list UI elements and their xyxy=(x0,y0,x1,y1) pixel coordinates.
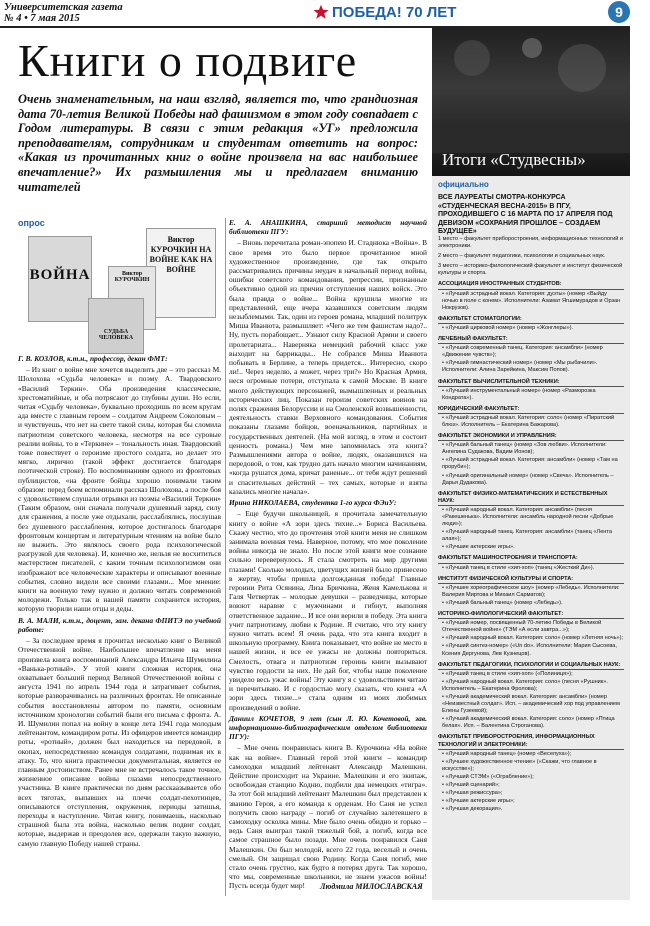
award-item: • «Лучший эстрадный вокал. Категория: дуэты» (номер «Выйду ночью в поле с конем». Исполнители: Азамат Ягшимурадов и Орзан Нокрузов). xyxy=(442,290,621,311)
award-item: • «Лучшие актерские игры»; xyxy=(442,798,515,805)
award-item: • «Лучшая режиссура»; xyxy=(442,790,503,797)
award-item: • «Лучший СТЭМ» («Ограбление»); xyxy=(442,773,534,780)
award-item: • «Лучший бальный танец» (номер «Лебедь»). xyxy=(442,599,563,606)
respondent-name: В. А. МАЛИ, к.т.н., доцент, зам. декана ФПИТЭ по учебной работе: xyxy=(18,615,221,634)
respondent-name: Ирина НИКОЛАЕВА, студентка 1-го курса ФЭиУ: xyxy=(229,498,397,508)
faculty-heading: ЮРИДИЧЕСКИЙ ФАКУЛЬТЕТ: xyxy=(438,406,624,414)
faculty-heading: ФАКУЛЬТЕТ ПРИБОРОСТРОЕНИЯ, ИНФОРМАЦИОННЫХ ТЕХНОЛОГИЙ И ЭЛЕКТРОНИКИ: xyxy=(438,734,624,749)
article-lead: Очень знаменательным, на наш взгляд, является то, что грандиозная дата 70-летия Великой Победы над фашизмом в этом году совпадает с Годом литературы. В связи с этим редакция «УГ» предложила преподавателям, сотрудникам и студентам ответить на вопрос: «Какая из прочитанных книг о войне произвела на вас наибольшее впечатление?» Их размышления мы и предлагаем вниманию читателей xyxy=(18,92,418,194)
book-title: Виктор КУРОЧКИН НА ВОЙНЕ КАК НА ВОЙНЕ xyxy=(149,235,213,274)
page-header xyxy=(0,0,650,26)
book-cover-war xyxy=(28,236,92,322)
place-item: 3 место – историко-филологический факультет и институт физической культуры и спорта. xyxy=(438,263,623,277)
faculty-heading: ИНСТИТУТ ФИЗИЧЕСКОЙ КУЛЬТУРЫ И СПОРТА: xyxy=(438,576,624,584)
award-item: • «Лучший академический вокал. Категория: ансамбли» (номер «Неизвестный солдат». Исп. – академический хор под управлением Елены Гузеевой); xyxy=(442,693,620,715)
respondent-name: Г. В. КОЗЛОВ, к.т.н., профессор, декан ФМТ: xyxy=(18,354,168,363)
newspaper-name: Университетская газета xyxy=(4,2,123,13)
respondent-answer: – Вновь перечитала роман-эпопею И. Стаднюка «Война». В свое время это было первое прочитанное мной художественное произведение, где так открыто рассматривались причины неудач в начальный период войны, ошибки советского командования, репрессии, признанные объективно одной из причин отступления наших войск. Это была правда о войне... Война крушила многие из представлений, еще вчера казавшихся советским людям незыблемыми. Так, один из героев романа, младший политрук Миша Иванюта, размышляет: «Чего же тем фашистам надо?.. Ну, пусть порабощает... Узнают силу Красной Армии и своего пролетариата... Наверняка немецкий рабочий класс уже выходит на баррикады... Не собрался Миша Иванюта побывать в Берлине, а теперь придется... Интересно, скоро ли!.. Через неделю, а может, через три?» Но Красная Армия, неся огромные потери, отступала к самой Москве. В книге много действующих персонажей, вымышленных и реальных исторических лиц. Показан героизм советских воинов на полях сражения Белоруссии и на Смоленской возвышенности, деятельность ставки Верховного командования. События показаны глазами бойцов, военачальников, партийных и государственных деятелей. (На мой взгляд, в этом и состоит ценность романа.) Чем мне запомнилась эта книга? Размышлениями автора о войне, людях, оказавшихся на передовой, о том, как трудно дать начало многим начинаниям, «когда рушатся дома, кричат раненые... от тебя ждут решений и спасительных действий – тех самых, которые и взяты казались многие начала». xyxy=(229,238,427,496)
faculty-heading: ЛЕЧЕБНЫЙ ФАКУЛЬТЕТ: xyxy=(438,336,624,344)
award-item: • «Лучший эстрадный вокал. Категория: соло» (номер «Пиратский блюз». Исполнитель – Екатерина Бажарова). xyxy=(442,414,615,428)
laureates-list xyxy=(438,236,624,926)
faculty-heading: ФАКУЛЬТЕТ СТОМАТОЛОГИИ: xyxy=(438,316,624,324)
victory-banner-text: ПОБЕДА! 70 ЛЕТ xyxy=(332,3,457,21)
respondent-name: Е. А. АНАШКИНА, старший методист научной библиотеки ПГУ: xyxy=(229,218,427,237)
sidebar-rubric: официально xyxy=(438,180,489,189)
book-cover-fate-of-man xyxy=(88,298,144,354)
faculty-heading: ФАКУЛЬТЕТ ПЕДАГОГИКИ, ПСИХОЛОГИИ И СОЦИАЛЬНЫХ НАУК: xyxy=(438,662,624,670)
author-signature: Людмила МИЛОСЛАВСКАЯ xyxy=(320,882,423,891)
column-divider xyxy=(225,218,226,896)
award-item: • «Лучшее хореографическое шоу» (номер «Лебедь». Исполнители: Валерия Миртова и Михаил Сарматов); xyxy=(442,584,620,598)
award-item: • «Лучший народный танец» (номер «Веселуха»); xyxy=(442,750,572,757)
book-cover-kurochkin-large xyxy=(146,228,216,318)
place-item: 2 место – факультет педагогики, психологии и социальных наук. xyxy=(438,253,606,260)
award-item: • «Лучшая декорация». xyxy=(442,806,503,813)
award-item: • «Лучший эстрадный вокал. Категория: ансамбли» (номер «Там на проруби»); xyxy=(442,457,618,471)
book-title: СУДЬБА ЧЕЛОВЕКА xyxy=(98,329,134,341)
award-item: • «Лучший танец в стиле «хип-хоп» («Полиниця»); xyxy=(442,670,573,677)
faculty-heading: ФАКУЛЬТЕТ ВЫЧИСЛИТЕЛЬНОЙ ТЕХНИКИ: xyxy=(438,379,624,387)
award-item: • «Лучший академический вокал. Категория: соло» (номер «Птица белая». Исп. – Валентина Строганова). xyxy=(442,716,615,730)
book-title: ВОЙНА xyxy=(29,267,91,283)
faculty-heading: ИСТОРИКО-ФИЛОЛОГИЧЕСКИЙ ФАКУЛЬТЕТ: xyxy=(438,611,624,619)
place-item: 1 место – факультет приборостроения, информационных технологий и электроники. xyxy=(438,236,624,250)
article-title: Книги о подвиге xyxy=(18,35,358,86)
concert-photo xyxy=(432,28,630,176)
respondent-answer: – Мне очень понравилась книга В. Курочкина «На войне как на войне». Главный герой этой книги – командир самоходки младший лейтенант Александр Малешкин. Действие происходит на Украине. Малешкин и его экипаж, освобождая станцию Кодню, подбили два немецких «тигра». За этот бой младший лейтенант Малешкин был представлен к званию Героя, а его команда к орденам. Но Саня не успел получить свою награду – погиб от случайно залетевшего в самоходку осколка мины. Мне было очень обидно и горько – ведь Саня выиграл такой тяжелый бой, а погиб, когда все самое страшное было позади. Мне очень понравился Саня Малешкин. Он был молодой, всего 22 года, веселый и очень смелый. Он защищал свою Родину. Когда Саня погиб, мне стало очень грустно, как будто я потерял друга. Так хорошо, что мы, современные школьники, не знаем ужасов войны! Пусть всегда будет мир! xyxy=(229,743,427,891)
award-item: • «Лучший цирковой номер» (номер «Жонглеры»). xyxy=(442,324,574,331)
award-item: • «Лучший синтез-номер» («Un do». Исполнители: Мария Сысоева, Ксения Дергунова, Лев Кузнецов). xyxy=(442,643,617,657)
respondent-name: Даниил КОЧЕТОВ, 9 лет (сын Л. Ю. Кочетовой, зав. информационно-библиографическим отделом библиотеки ПГУ): xyxy=(229,713,427,742)
award-item: • «Лучшие актерские игры». xyxy=(442,544,515,551)
respondent-answer: – За последнее время я прочитал несколько книг о Великой Отечественной войне. Наибольшее впечатление на меня произвела книга воспоминаний Александра Ильича Шумилина «Ванька-ротный». У этой книги сложная история, она охватывает больший период Великой Отечественной войны с августа 1941 по апрель 1944 года и затрагивает события, которые разворачивались на различных фронтах. Не описанные события восстановлены автором по памяти, основным источником хронологии событий были его письма с фронта. А. И. Шумилин попал на войну в конце лета 1941 года молодым лейтенантом, командиром роты. Из офицеров имеется командир роты, «ротный», должен был находиться на передовой, в окопах, непосредственно командуя солдатами, поднимая их в атаку. То, что книга практически документальная, является ее главным достоинством. Ранее мне не встречалось такое точное, жизненное описание войны глазами непосредственного участника. В книге практически по дням расскаазывается обо всех тяготах, выпавших на плечи солдат-пехотинцев, описываются отступления, окружения, периоды затишья, переходы в наступление. Читая книгу, понимаешь, насколько страшной была эта война, насколько велик подвиг солдат, которые, выдержав и преодолев все, одержали такую важную, самую главную Победу нашей страны. xyxy=(18,636,221,848)
faculty-heading: ФАКУЛЬТЕТ ЭКОНОМИКИ И УПРАВЛЕНИЯ: xyxy=(438,433,624,441)
issue-number: № 4 • 7 мая 2015 xyxy=(4,13,80,24)
victory-banner xyxy=(313,2,456,22)
award-item: • «Лучший танец в стиле «хип-хоп» (танец «Жесткий Ди»). xyxy=(442,564,595,571)
award-item: • «Лучший народный вокал. Категория: соло» (номер «Летняя ночь»); xyxy=(442,635,624,642)
award-item: • «Лучший народный танец. Категория: ансамбли» (танец «Лента алая»); xyxy=(442,529,613,543)
rubric-label: опрос xyxy=(18,218,45,228)
award-item: • «Лучший инструментальный номер» (номер «Разморозка Кондрата»). xyxy=(442,387,596,401)
award-item: • «Лучшее художественное чтение» («Скажи, что главное в искусстве»); xyxy=(442,758,597,772)
photo-caption: Итоги «Студвесны» xyxy=(442,150,586,169)
award-item: • «Лучший номер, посвященный 70-летию Победы в Великой Отечественной войне» (ТЭМ «А если завтра...»); xyxy=(442,620,602,634)
book-title: Виктор КУРОЧКИН xyxy=(114,271,150,283)
sidebar-headline: ВСЕ ЛАУРЕАТЫ СМОТРА-КОНКУРСА «СТУДЕНЧЕСКАЯ ВЕСНА-2015» В ПГУ, ПРОХОДИВШЕГО С 16 МАРТА ПО 17 АПРЕЛЯ ПОД ДЕВИЗОМ «СОХРАНИЯ ПРОШЛОЕ – СОЗДАЕМ БУДУЩЕЕ» xyxy=(438,194,613,236)
faculty-heading: ФАКУЛЬТЕТ МАШИНОСТРОЕНИЯ И ТРАНСПОРТА: xyxy=(438,555,624,563)
faculty-heading: ФАКУЛЬТЕТ ФИЗИКО-МАТЕМАТИЧЕСКИХ И ЕСТЕСТВЕННЫХ НАУК: xyxy=(438,491,624,506)
award-item: • «Лучший современный танец. Категория: ансамбли» (номер «Движение чувств»); xyxy=(442,345,603,359)
book-covers xyxy=(18,228,223,352)
faculty-heading: АССОЦИАЦИЯ ИНОСТРАННЫХ СТУДЕНТОВ: xyxy=(438,281,624,289)
award-item: • «Лучший оригинальный номер» (номер «Свеча». Исполнитель – Дарья Дудакова). xyxy=(442,472,614,486)
respondent-answer: – Еще будучи школьницей, я прочитала замечательную книгу о войне «А зори здесь тихие...» Бориса Васильева. Скажу честно, что до прочтения этой книги меня не слишком занимала военная тема. Наверное, потому, что мое поколение войны никогда не знало. Но после этой книги мое сознание сильно перевернулось. Я стала смотреть на мир другими глазами! Сколько молодых, цветущих жизней было принесено в жертву, чтобы пришла долгожданная победа! Главные героини Рита Осянина, Лиза Бричкина, Женя Камелькова и Галя Четвертак – молодые девушки – разведчицы, которые воюют наравне с мужчинами и гибнут, выполняя ответственное задание... И все они верили в победу. Эта книга учит патриотизму, любви к Родине. Я считаю, что эту книгу нужно читать всем! Я очень рада, что эта книга входит в школьную программу. Книга показывает, что войне не место в нашей жизни, и все ее ужасы не должны повториться. Смелость, отвага и патриотизм героинь книги вызывают чувство гордости за них. Не дай бог, чтобы наше поколение увидело весь ужас войны! Эту книгу я с удовольствием читаю и перечитываю. И с гордостью могу сказать, что книга «А зори здесь тихие...» стала одним из моих любимых произведений о войне. xyxy=(229,509,427,712)
page-number: 9 xyxy=(608,1,630,23)
respondent-answer: – Из книг о войне мне хочется выделить две – это рассказ М. Шолохова «Судьба человека» и поэму А. Твардовского «Василий Теркин». Оба произведения классические, хрестоматийные, и оба потрясают до глубины души. Но если, читая «Судьбу человека», буквально проходишь по всем кругам ада вместе с главным героем – солдатом Андреем Соколовым – и чувствуешь, что нет на свете такой силы, которая бы сломила патриотизм советского человека, несмотря на все суровые реалии войны, то в «Теркине» – тональность иная. Твардовский тоже повествует о героизме простого солдата, но делает это мягко, лирично (такой эффект достигается благодаря поэтической строке). По воспоминаниям одного из фронтовых публицистов, «на фронте бойцы хорошо понимали таким образом: перед боем вспоминали рассказ Шолохова, а после боя с удовольствием слушали отрывки из поэмы «Василий Теркин» (Таким образом, они сначала получали душевный заряд, силу для сражения, а после уже отдыхали, расслаблялись, послушав без душевного расслабления, которое достигалось благодаря фронтовым концертам и литературным чтениям на войне было не выжить. Это являлось своего рода психологической разгрузкой для человека). И, конечно же, нельзя не восхититься мастерством писателей, с каким точным психологизмом они изображают все человеческие характеры и описывают военные события, словно видели все своими глазами... Мое мнение: книги на военную тему нужно и должно читать современной молодежи. Только так в нашей памяти сохранится история, которую творили наши отцы и деды. xyxy=(18,365,221,614)
award-item: • «Лучший гимнастический номер» (номер «Мы рыбачили». Исполнители: Алина Зарейкина, Максим Попов). xyxy=(442,360,598,374)
award-item: • «Лучший сценарий»; xyxy=(442,782,500,788)
star-icon xyxy=(313,4,329,20)
article-column-1 xyxy=(18,354,221,894)
award-item: • «Лучший народный вокал. Категория: соло» (песня «Рушник». Исполнитель – Екатерина Фролова); xyxy=(442,678,608,692)
sidebar-results xyxy=(432,28,630,900)
faculty-list xyxy=(438,281,624,813)
award-item: • «Лучший народный вокал. Категория: ансамбли» (песня «Ракешенька». Исполнители: ансамбль народной песни «Добрые люди»); xyxy=(442,506,614,528)
award-item: • «Лучший бальный танец» (номер «Зов любви». Исполнители: Ангелина Судакова, Вадим Ионов); xyxy=(442,442,607,456)
